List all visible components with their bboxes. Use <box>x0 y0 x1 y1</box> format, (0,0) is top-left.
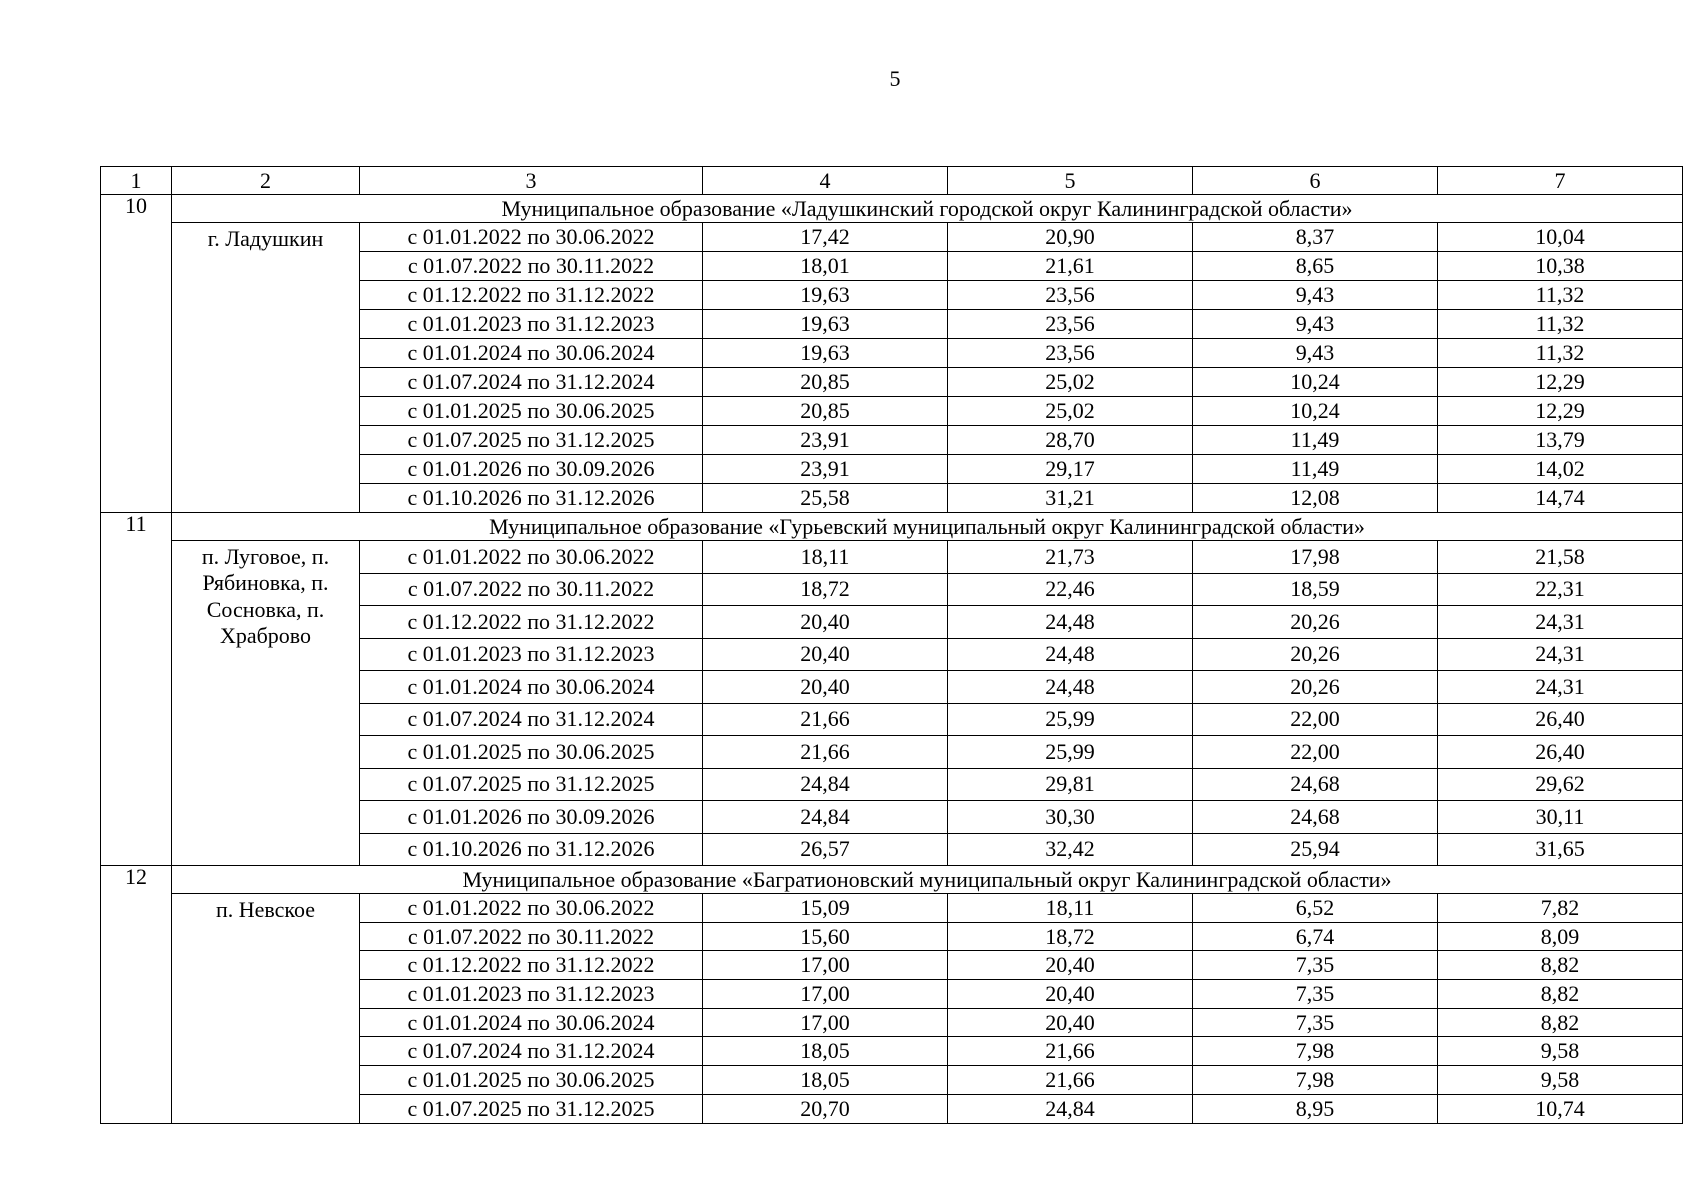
value-cell: 29,17 <box>948 455 1193 484</box>
value-cell: 23,56 <box>948 339 1193 368</box>
value-cell: 10,24 <box>1193 397 1438 426</box>
value-cell: 25,58 <box>703 484 948 513</box>
value-cell: 20,26 <box>1193 671 1438 704</box>
period-cell: с 01.01.2025 по 30.06.2025 <box>360 736 703 769</box>
value-cell: 14,74 <box>1438 484 1683 513</box>
value-cell: 15,09 <box>703 894 948 923</box>
value-cell: 28,70 <box>948 426 1193 455</box>
value-cell: 30,11 <box>1438 801 1683 834</box>
period-cell: с 01.07.2022 по 30.11.2022 <box>360 922 703 951</box>
value-cell: 25,94 <box>1193 833 1438 866</box>
value-cell: 15,60 <box>703 922 948 951</box>
value-cell: 25,99 <box>948 736 1193 769</box>
value-cell: 21,66 <box>703 703 948 736</box>
location-cell: п. Луговое, п. Рябиновка, п. Сосновка, п. Храброво <box>172 541 360 866</box>
value-cell: 26,57 <box>703 833 948 866</box>
value-cell: 11,49 <box>1193 426 1438 455</box>
value-cell: 7,35 <box>1193 951 1438 980</box>
value-cell: 21,66 <box>948 1066 1193 1095</box>
value-cell: 20,90 <box>948 223 1193 252</box>
column-header-row <box>101 167 1683 195</box>
value-cell: 17,00 <box>703 980 948 1009</box>
period-cell: с 01.12.2022 по 31.12.2022 <box>360 281 703 310</box>
column-header: 6 <box>1193 167 1438 195</box>
value-cell: 9,43 <box>1193 339 1438 368</box>
value-cell: 18,59 <box>1193 573 1438 606</box>
value-cell: 20,85 <box>703 397 948 426</box>
table-row <box>101 541 1683 574</box>
value-cell: 20,85 <box>703 368 948 397</box>
period-cell: с 01.01.2024 по 30.06.2024 <box>360 671 703 704</box>
value-cell: 31,65 <box>1438 833 1683 866</box>
value-cell: 9,58 <box>1438 1037 1683 1066</box>
value-cell: 18,72 <box>703 573 948 606</box>
period-cell: с 01.01.2022 по 30.06.2022 <box>360 541 703 574</box>
value-cell: 23,56 <box>948 281 1193 310</box>
section-title: Муниципальное образование «Гурьевский муниципальный округ Калининградской области» <box>172 513 1683 541</box>
period-cell: с 01.07.2025 по 31.12.2025 <box>360 768 703 801</box>
value-cell: 18,11 <box>948 894 1193 923</box>
location-cell: г. Ладушкин <box>172 223 360 513</box>
period-cell: с 01.01.2022 по 30.06.2022 <box>360 894 703 923</box>
value-cell: 10,04 <box>1438 223 1683 252</box>
value-cell: 11,32 <box>1438 281 1683 310</box>
section-title: Муниципальное образование «Багратионовский муниципальный округ Калининградской области» <box>172 866 1683 894</box>
period-cell: с 01.07.2022 по 30.11.2022 <box>360 573 703 606</box>
period-cell: с 01.01.2025 по 30.06.2025 <box>360 397 703 426</box>
tariff-table <box>100 166 1683 1124</box>
value-cell: 20,26 <box>1193 606 1438 639</box>
value-cell: 10,38 <box>1438 252 1683 281</box>
value-cell: 20,40 <box>948 951 1193 980</box>
period-cell: с 01.01.2022 по 30.06.2022 <box>360 223 703 252</box>
section-number: 12 <box>101 866 172 1124</box>
period-cell: с 01.07.2025 по 31.12.2025 <box>360 426 703 455</box>
value-cell: 24,84 <box>703 768 948 801</box>
value-cell: 8,82 <box>1438 951 1683 980</box>
period-cell: с 01.01.2023 по 31.12.2023 <box>360 638 703 671</box>
value-cell: 8,82 <box>1438 1008 1683 1037</box>
period-cell: с 01.12.2022 по 31.12.2022 <box>360 951 703 980</box>
value-cell: 29,81 <box>948 768 1193 801</box>
value-cell: 23,56 <box>948 310 1193 339</box>
value-cell: 23,91 <box>703 455 948 484</box>
period-cell: с 01.01.2023 по 31.12.2023 <box>360 980 703 1009</box>
value-cell: 17,00 <box>703 1008 948 1037</box>
value-cell: 12,08 <box>1193 484 1438 513</box>
table-row <box>101 223 1683 252</box>
value-cell: 19,63 <box>703 281 948 310</box>
value-cell: 29,62 <box>1438 768 1683 801</box>
value-cell: 25,02 <box>948 397 1193 426</box>
section-header-row <box>101 513 1683 541</box>
value-cell: 30,30 <box>948 801 1193 834</box>
value-cell: 10,74 <box>1438 1094 1683 1123</box>
value-cell: 11,49 <box>1193 455 1438 484</box>
value-cell: 8,65 <box>1193 252 1438 281</box>
column-header: 4 <box>703 167 948 195</box>
value-cell: 18,05 <box>703 1037 948 1066</box>
value-cell: 8,82 <box>1438 980 1683 1009</box>
period-cell: с 01.01.2025 по 30.06.2025 <box>360 1066 703 1095</box>
value-cell: 18,11 <box>703 541 948 574</box>
column-header: 2 <box>172 167 360 195</box>
value-cell: 12,29 <box>1438 368 1683 397</box>
value-cell: 6,74 <box>1193 922 1438 951</box>
value-cell: 24,84 <box>703 801 948 834</box>
period-cell: с 01.07.2024 по 31.12.2024 <box>360 1037 703 1066</box>
value-cell: 22,00 <box>1193 736 1438 769</box>
value-cell: 7,35 <box>1193 980 1438 1009</box>
period-cell: с 01.07.2025 по 31.12.2025 <box>360 1094 703 1123</box>
column-header: 5 <box>948 167 1193 195</box>
value-cell: 14,02 <box>1438 455 1683 484</box>
value-cell: 22,31 <box>1438 573 1683 606</box>
value-cell: 8,37 <box>1193 223 1438 252</box>
page-number: 5 <box>889 66 901 91</box>
value-cell: 20,40 <box>703 606 948 639</box>
value-cell: 25,02 <box>948 368 1193 397</box>
value-cell: 7,98 <box>1193 1066 1438 1095</box>
value-cell: 23,91 <box>703 426 948 455</box>
period-cell: с 01.01.2026 по 30.09.2026 <box>360 455 703 484</box>
value-cell: 24,84 <box>948 1094 1193 1123</box>
value-cell: 20,40 <box>703 638 948 671</box>
period-cell: с 01.07.2022 по 30.11.2022 <box>360 252 703 281</box>
period-cell: с 01.12.2022 по 31.12.2022 <box>360 606 703 639</box>
value-cell: 17,00 <box>703 951 948 980</box>
value-cell: 10,24 <box>1193 368 1438 397</box>
period-cell: с 01.01.2023 по 31.12.2023 <box>360 310 703 339</box>
value-cell: 25,99 <box>948 703 1193 736</box>
value-cell: 24,48 <box>948 671 1193 704</box>
column-header: 1 <box>101 167 172 195</box>
value-cell: 21,61 <box>948 252 1193 281</box>
value-cell: 17,98 <box>1193 541 1438 574</box>
period-cell: с 01.01.2026 по 30.09.2026 <box>360 801 703 834</box>
period-cell: с 01.01.2024 по 30.06.2024 <box>360 339 703 368</box>
column-header: 7 <box>1438 167 1683 195</box>
section-number: 11 <box>101 513 172 866</box>
value-cell: 7,35 <box>1193 1008 1438 1037</box>
value-cell: 20,40 <box>948 1008 1193 1037</box>
section-header-row <box>101 866 1683 894</box>
value-cell: 24,31 <box>1438 606 1683 639</box>
value-cell: 18,05 <box>703 1066 948 1095</box>
value-cell: 22,00 <box>1193 703 1438 736</box>
column-header: 3 <box>360 167 703 195</box>
value-cell: 32,42 <box>948 833 1193 866</box>
value-cell: 7,82 <box>1438 894 1683 923</box>
value-cell: 11,32 <box>1438 339 1683 368</box>
value-cell: 20,40 <box>948 980 1193 1009</box>
value-cell: 6,52 <box>1193 894 1438 923</box>
value-cell: 26,40 <box>1438 736 1683 769</box>
value-cell: 24,48 <box>948 638 1193 671</box>
period-cell: с 01.01.2024 по 30.06.2024 <box>360 1008 703 1037</box>
value-cell: 24,68 <box>1193 801 1438 834</box>
location-cell: п. Невское <box>172 894 360 1124</box>
value-cell: 18,72 <box>948 922 1193 951</box>
value-cell: 7,98 <box>1193 1037 1438 1066</box>
value-cell: 19,63 <box>703 339 948 368</box>
table-row <box>101 894 1683 923</box>
value-cell: 11,32 <box>1438 310 1683 339</box>
value-cell: 18,01 <box>703 252 948 281</box>
value-cell: 21,66 <box>948 1037 1193 1066</box>
value-cell: 24,68 <box>1193 768 1438 801</box>
section-number: 10 <box>101 195 172 513</box>
value-cell: 26,40 <box>1438 703 1683 736</box>
value-cell: 21,58 <box>1438 541 1683 574</box>
value-cell: 20,70 <box>703 1094 948 1123</box>
value-cell: 24,31 <box>1438 638 1683 671</box>
value-cell: 13,79 <box>1438 426 1683 455</box>
section-header-row <box>101 195 1683 223</box>
period-cell: с 01.07.2024 по 31.12.2024 <box>360 703 703 736</box>
value-cell: 21,66 <box>703 736 948 769</box>
value-cell: 24,31 <box>1438 671 1683 704</box>
value-cell: 19,63 <box>703 310 948 339</box>
value-cell: 22,46 <box>948 573 1193 606</box>
value-cell: 8,95 <box>1193 1094 1438 1123</box>
value-cell: 20,40 <box>703 671 948 704</box>
value-cell: 17,42 <box>703 223 948 252</box>
value-cell: 20,26 <box>1193 638 1438 671</box>
value-cell: 8,09 <box>1438 922 1683 951</box>
value-cell: 9,58 <box>1438 1066 1683 1095</box>
period-cell: с 01.10.2026 по 31.12.2026 <box>360 484 703 513</box>
period-cell: с 01.07.2024 по 31.12.2024 <box>360 368 703 397</box>
value-cell: 24,48 <box>948 606 1193 639</box>
period-cell: с 01.10.2026 по 31.12.2026 <box>360 833 703 866</box>
value-cell: 31,21 <box>948 484 1193 513</box>
section-title: Муниципальное образование «Ладушкинский городской округ Калининградской области» <box>172 195 1683 223</box>
value-cell: 21,73 <box>948 541 1193 574</box>
value-cell: 12,29 <box>1438 397 1683 426</box>
value-cell: 9,43 <box>1193 281 1438 310</box>
value-cell: 9,43 <box>1193 310 1438 339</box>
